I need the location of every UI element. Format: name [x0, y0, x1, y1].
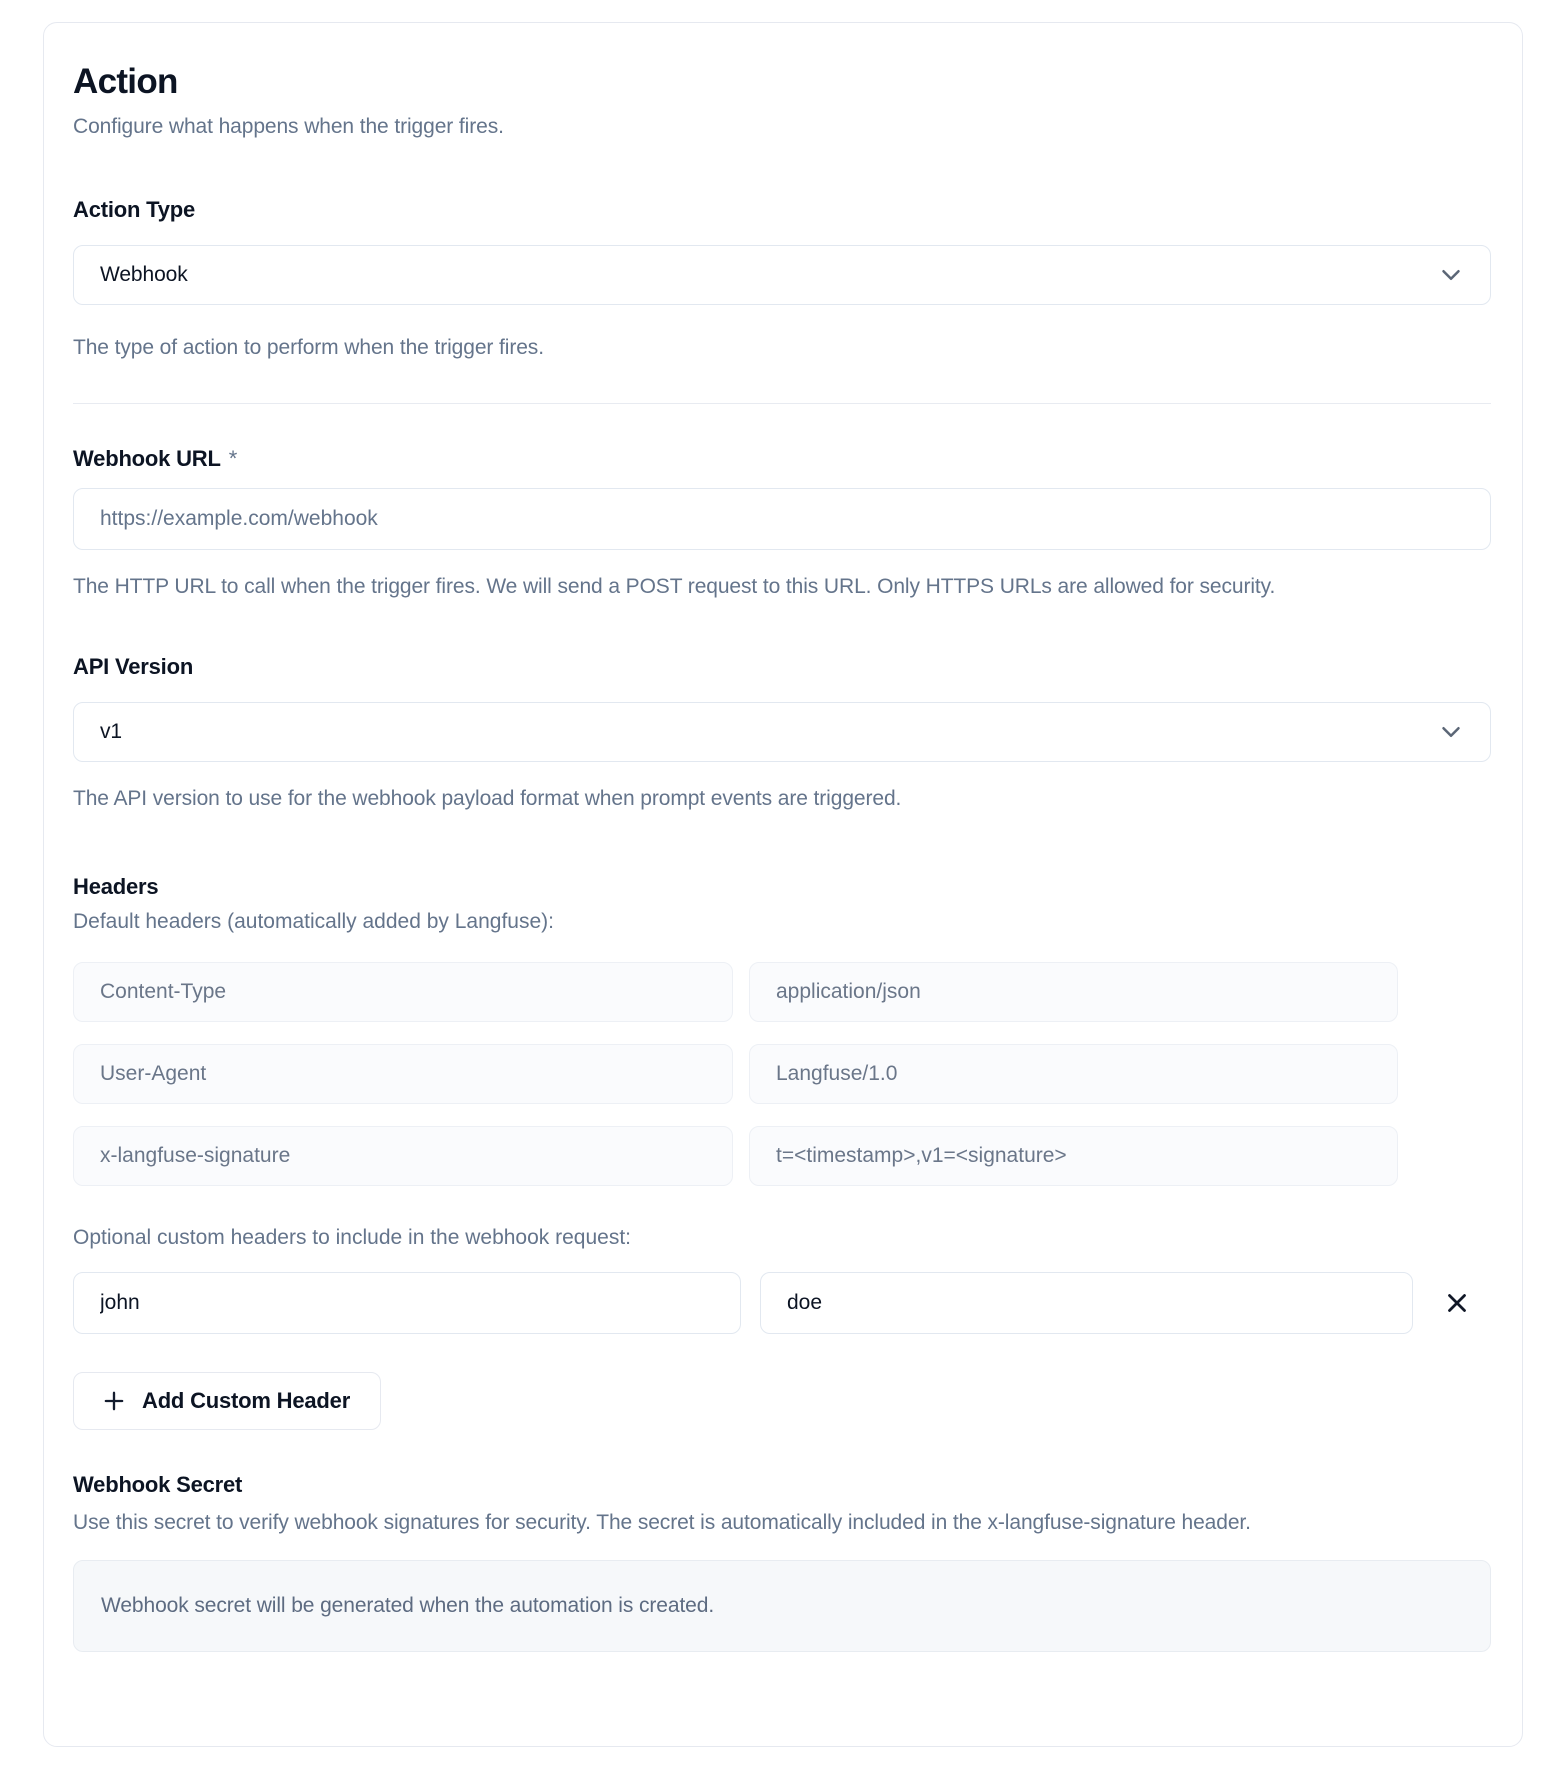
plus-icon [100, 1387, 128, 1415]
table-row [73, 962, 1491, 1022]
api-version-help: The API version to use for the webhook payload format when prompt events are triggered. [73, 787, 902, 810]
custom-header-name-input[interactable] [73, 1272, 741, 1334]
action-type-value: Webhook [100, 263, 188, 286]
chevron-down-icon [1436, 260, 1466, 290]
x-icon [1442, 1288, 1472, 1318]
api-version-select[interactable] [73, 702, 1491, 762]
default-header-name-input [73, 1044, 733, 1104]
table-row [73, 1044, 1491, 1104]
api-version-label: API Version [73, 654, 194, 679]
section-divider [73, 403, 1491, 404]
webhook-url-label: Webhook URL * [73, 446, 238, 471]
table-row [73, 1126, 1491, 1186]
action-card [43, 22, 1523, 1747]
default-header-name-input [73, 962, 733, 1022]
custom-header-value-input[interactable] [760, 1272, 1413, 1334]
remove-header-button[interactable] [1433, 1279, 1481, 1327]
required-asterisk: * [228, 446, 238, 471]
default-header-value-input [749, 1126, 1398, 1186]
default-header-value-input [749, 962, 1398, 1022]
webhook-secret-placeholder: Webhook secret will be generated when the automation is created. [101, 1594, 715, 1617]
webhook-secret-label: Webhook Secret [73, 1472, 243, 1497]
action-type-label: Action Type [73, 197, 196, 222]
webhook-secret-help: Use this secret to verify webhook signatures for security. The secret is automatically included in the x-langfuse-signature header. [73, 1511, 1251, 1534]
default-header-value-input [749, 1044, 1398, 1104]
default-headers-list [73, 962, 1491, 1186]
action-type-select[interactable] [73, 245, 1491, 305]
page-title: Action [73, 62, 178, 101]
add-custom-header-button[interactable] [73, 1372, 381, 1430]
webhook-secret-box [73, 1560, 1491, 1652]
default-header-name-input [73, 1126, 733, 1186]
custom-header-row [73, 1272, 1491, 1334]
headers-default-caption: Default headers (automatically added by Langfuse): [73, 910, 554, 933]
webhook-url-input[interactable] [73, 488, 1491, 550]
webhook-url-help: The HTTP URL to call when the trigger fires. We will send a POST request to this URL. Only HTTPS URLs are allowed for security. [73, 575, 1276, 598]
add-custom-header-label: Add Custom Header [142, 1388, 351, 1413]
action-type-help: The type of action to perform when the trigger fires. [73, 336, 544, 359]
api-version-value: v1 [100, 720, 122, 743]
chevron-down-icon [1436, 717, 1466, 747]
page-subtitle: Configure what happens when the trigger fires. [73, 115, 504, 138]
headers-label: Headers [73, 874, 159, 899]
headers-custom-caption: Optional custom headers to include in the webhook request: [73, 1226, 632, 1249]
